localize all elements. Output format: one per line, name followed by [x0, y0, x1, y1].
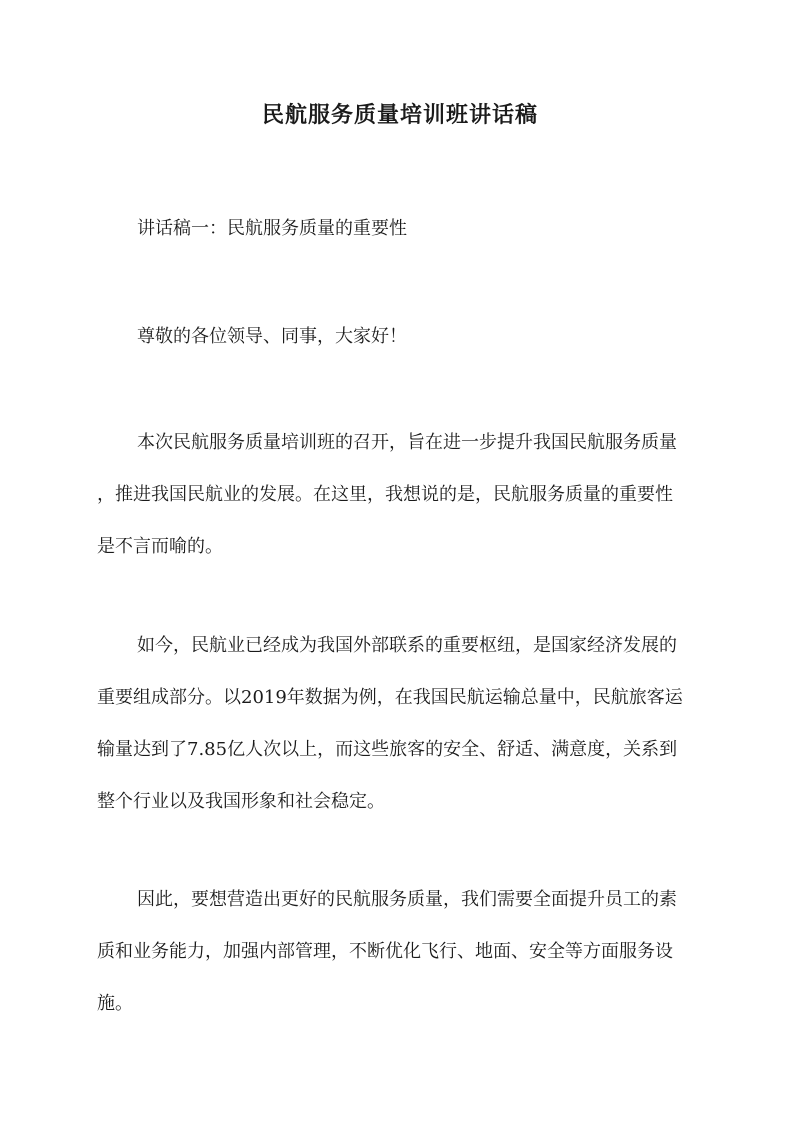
section-heading: 讲话稿一：民航服务质量的重要性: [137, 218, 407, 239]
paragraph-line: 重要组成部分。以2019年数据为例，在我国民航运输总量中，民航旅客运: [97, 687, 683, 708]
paragraph-line: 是不言而喻的。: [97, 536, 223, 557]
paragraph-line: ，推进我国民航业的发展。在这里，我想说的是，民航服务质量的重要性: [97, 484, 673, 505]
paragraph-line: 质和业务能力，加强内部管理，不断优化飞行、地面、安全等方面服务设: [97, 941, 673, 962]
paragraph-line: 本次民航服务质量培训班的召开，旨在进一步提升我国民航服务质量: [137, 432, 677, 453]
paragraph-line: 如今，民航业已经成为我国外部联系的重要枢纽，是国家经济发展的: [137, 635, 677, 656]
greeting-text: 尊敬的各位领导、同事，大家好！: [137, 326, 407, 347]
paragraph-line: 施。: [97, 993, 133, 1014]
document-title: 民航服务质量培训班讲话稿: [261, 102, 538, 128]
paragraph-line: 输量达到了7.85亿人次以上，而这些旅客的安全、舒适、满意度，关系到: [97, 739, 678, 760]
paragraph-line: 整个行业以及我国形象和社会稳定。: [97, 791, 385, 812]
paragraph-line: 因此，要想营造出更好的民航服务质量，我们需要全面提升员工的素: [137, 889, 677, 910]
